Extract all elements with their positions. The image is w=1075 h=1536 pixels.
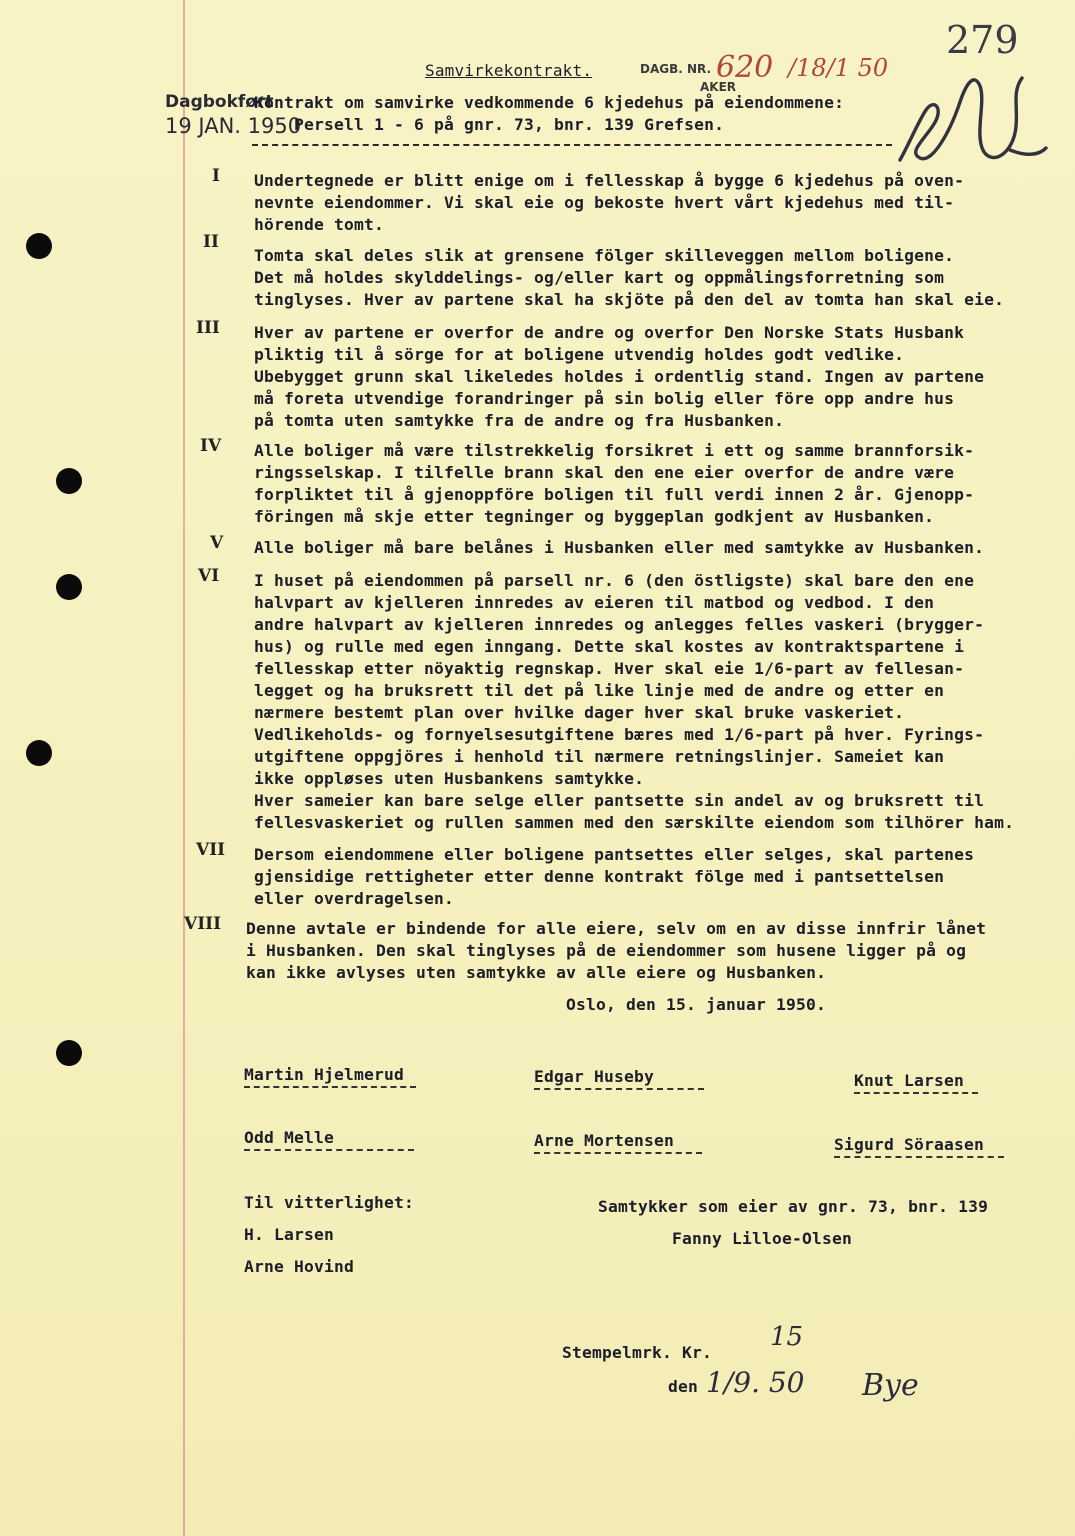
- aker-stamp: AKER: [700, 80, 737, 94]
- punch-hole-icon: [26, 233, 52, 259]
- section-2-line-3: tinglyses. Hver av partene skal ha skjöte på den del av tomta han skal eie.: [254, 290, 1005, 309]
- section-3-line-5: på tomta uten samtykke fra de andre og fra Husbanken.: [254, 411, 785, 430]
- punch-hole-icon: [56, 574, 82, 600]
- section-3-line-2: pliktig til å sörge for at boligene utvendig holdes godt vedlike.: [254, 345, 905, 364]
- place-date: Oslo, den 15. januar 1950.: [566, 995, 827, 1014]
- section-6-line-11: Hver sameier kan bare selge eller pantsette sin andel av og bruksrett til: [254, 791, 985, 810]
- witness-label: Til vitterlighet:: [244, 1193, 415, 1212]
- section-number: IV: [200, 436, 222, 456]
- stamp-fee-amount: 15: [770, 1322, 804, 1352]
- stamp-fee-label: Stempelmrk. Kr.: [562, 1343, 713, 1362]
- signature-name: Sigurd Söraasen: [834, 1135, 985, 1154]
- section-number: VI: [198, 566, 220, 586]
- dagbokfort-stamp: Dagbokført: [165, 92, 274, 112]
- section-6-line-6: legget og ha bruksrett til det på like linje med de andre og etter en: [254, 681, 945, 700]
- signature-line: [534, 1088, 704, 1090]
- section-6-line-7: nærmere bestemt plan over hvilke dager hver skal bruke vaskeriet.: [254, 703, 905, 722]
- section-number: V: [210, 533, 224, 553]
- section-2-line-1: Tomta skal deles slik at grensene fölger skilleveggen mellom boligene.: [254, 246, 955, 265]
- witness-name: Arne Hovind: [244, 1257, 355, 1276]
- section-number: II: [203, 232, 219, 252]
- section-6-line-10: ikke oppløses uten Husbankens samtykke.: [254, 769, 645, 788]
- witness-name: H. Larsen: [244, 1225, 335, 1244]
- punch-hole-icon: [56, 1040, 82, 1066]
- consent-name: Fanny Lilloe-Olsen: [672, 1229, 853, 1248]
- section-1-line-3: hörende tomt.: [254, 215, 385, 234]
- header-line-1: Kontrakt om samvirke vedkommende 6 kjedehus på eiendommene:: [254, 93, 845, 112]
- punch-hole-icon: [26, 740, 52, 766]
- signature-name: Knut Larsen: [854, 1071, 965, 1090]
- section-2-line-2: Det må holdes skylddelings- og/eller kart og oppmålingsforretning som: [254, 268, 945, 287]
- page-number: 279: [946, 18, 1019, 62]
- signature-line: [534, 1152, 702, 1154]
- signature-name: Edgar Huseby: [534, 1067, 655, 1086]
- header-line-2: Persell 1 - 6 på gnr. 73, bnr. 139 Grefsen.: [294, 115, 725, 134]
- red-margin-line: [183, 0, 185, 1536]
- section-7-line-1: Dersom eiendommene eller boligene pantsettes eller selges, skal partenes: [254, 845, 975, 864]
- stamp-fee-initials: Bye: [862, 1368, 919, 1403]
- dagb-date-handwritten: /18/1 50: [788, 54, 889, 82]
- section-5-line-1: Alle boliger må bare belånes i Husbanken eller med samtykke av Husbanken.: [254, 538, 985, 557]
- signature-line: [244, 1149, 414, 1151]
- section-7-line-2: gjensidige rettigheter etter denne kontrakt fölge med i pantsettelsen: [254, 867, 945, 886]
- consent-line: Samtykker som eier av gnr. 73, bnr. 139: [598, 1197, 989, 1216]
- signature-line: [244, 1086, 416, 1088]
- signature-name: Martin Hjelmerud: [244, 1065, 405, 1084]
- section-number: VIII: [184, 914, 222, 934]
- signature-line: [854, 1092, 978, 1094]
- header-dashed-rule: [252, 144, 892, 146]
- section-3-line-4: må foreta utvendige forandringer på sin bolig eller före opp andre hus: [254, 389, 955, 408]
- section-number: I: [212, 166, 220, 186]
- signature-name: Odd Melle: [244, 1128, 335, 1147]
- section-7-line-3: eller overdragelsen.: [254, 889, 455, 908]
- section-6-line-4: hus) og rulle med egen inngang. Dette skal kostes av kontraktspartene i: [254, 637, 965, 656]
- document-title: Samvirkekontrakt.: [425, 61, 593, 80]
- stamp-fee-date: 1/9. 50: [706, 1366, 805, 1399]
- dagb-label: DAGB. NR.: [640, 62, 712, 76]
- section-6-line-8: Vedlikeholds- og fornyelsesutgiftene bæres med 1/6-part på hver. Fyrings-: [254, 725, 985, 744]
- section-4-line-1: Alle boliger må være tilstrekkelig forsikret i ett og samme brannforsik-: [254, 441, 975, 460]
- section-6-line-9: utgiftene oppgjöres i henhold til nærmere retningslinjer. Sameiet kan: [254, 747, 945, 766]
- section-4-line-2: ringsselskap. I tilfelle brann skal den ene eier overfor de andre være: [254, 463, 955, 482]
- punch-hole-icon: [56, 468, 82, 494]
- section-number: VII: [196, 840, 226, 860]
- section-6-line-2: halvpart av kjelleren innredes av eieren til matbod og vedbod. I den: [254, 593, 935, 612]
- section-6-line-3: andre halvpart av kjelleren innredes og anlegges felles vaskeri (brygger-: [254, 615, 985, 634]
- section-8-line-3: kan ikke avlyses uten samtykke av alle eiere og Husbanken.: [246, 963, 827, 982]
- section-8-line-1: Denne avtale er bindende for alle eiere, selv om en av disse innfrir lånet: [246, 919, 987, 938]
- section-1-line-1: Undertegnede er blitt enige om i fellesskap å bygge 6 kjedehus på oven-: [254, 171, 965, 190]
- signature-name: Arne Mortensen: [534, 1131, 675, 1150]
- dagb-number-handwritten: 620: [716, 50, 774, 85]
- section-3-line-1: Hver av partene er overfor de andre og overfor Den Norske Stats Husbank: [254, 323, 965, 342]
- signature-scribble-icon: [890, 62, 1060, 174]
- section-8-line-2: i Husbanken. Den skal tinglyses på de eiendommer som husene ligger på og: [246, 941, 967, 960]
- dagbokfort-date-stamp: 19 JAN. 1950: [165, 114, 302, 138]
- signature-line: [834, 1156, 1004, 1158]
- section-6-line-5: fellesskap etter nöyaktig regnskap. Hver skal eie 1/6-part av fellesan-: [254, 659, 965, 678]
- section-3-line-3: Ubebygget grunn skal likeledes holdes i ordentlig stand. Ingen av partene: [254, 367, 985, 386]
- section-number: III: [196, 318, 220, 338]
- section-6-line-12: fellesvaskeriet og rullen sammen med den særskilte eiendom som tilhörer ham.: [254, 813, 1015, 832]
- section-4-line-3: forpliktet til å gjenoppföre boligen til full verdi innen 2 år. Gjenopp-: [254, 485, 975, 504]
- section-4-line-4: föringen må skje etter tegninger og byggeplan godkjent av Husbanken.: [254, 507, 935, 526]
- stamp-fee-date-prefix: den: [668, 1377, 699, 1396]
- section-6-line-1: I huset på eiendommen på parsell nr. 6 (den östligste) skal bare den ene: [254, 571, 975, 590]
- section-1-line-2: nevnte eiendommer. Vi skal eie og bekoste hvert vårt kjedehus med til-: [254, 193, 955, 212]
